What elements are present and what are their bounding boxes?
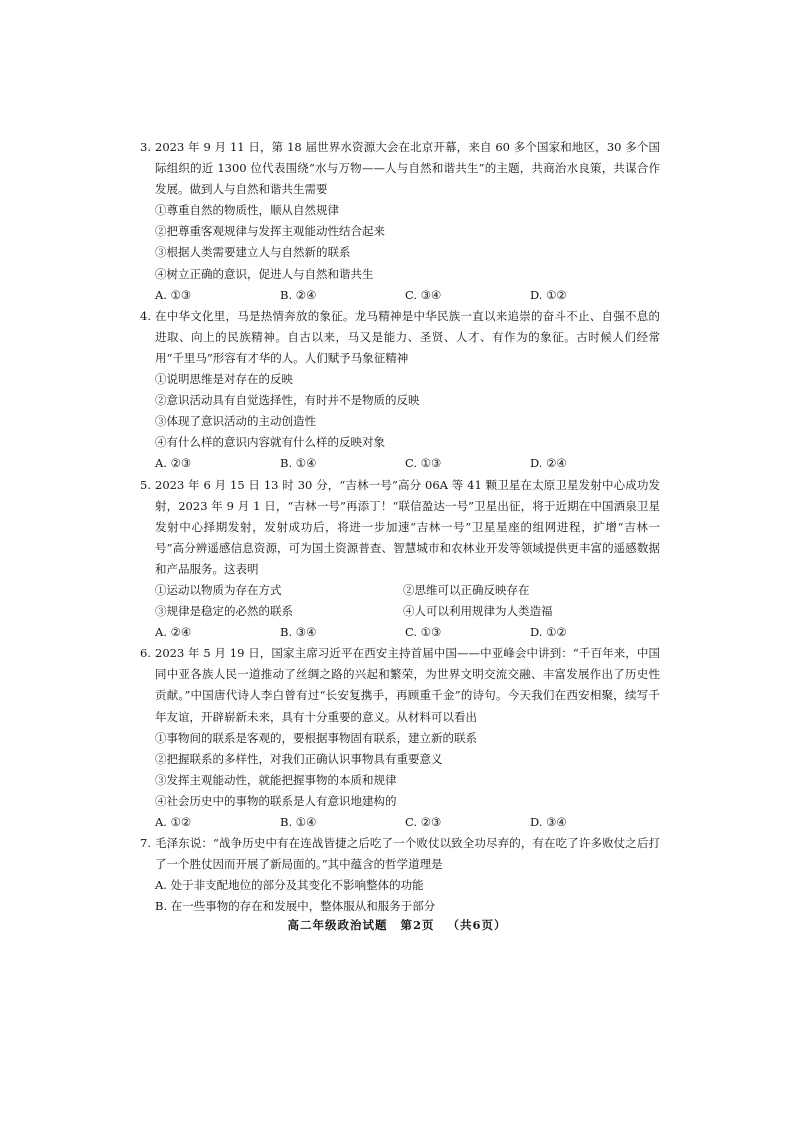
- statement-option: ②思维可以正确反映存在: [403, 582, 530, 597]
- answer-choices: [155, 453, 660, 474]
- question-number: 7.: [140, 836, 151, 851]
- choice-c: C. ①③: [405, 625, 442, 640]
- choice-a: A. ①②: [155, 815, 192, 829]
- question-number: 6.: [140, 646, 151, 661]
- choice-a: A. 处于非支配地位的部分及其变化不影响整体的功能: [155, 878, 424, 893]
- choice-a: A. ②③: [155, 456, 192, 471]
- statement-option: ①事物间的联系是客观的，要根据事物固有联系，建立新的联系: [155, 730, 477, 745]
- exam-title: 高二年级政治试题: [287, 918, 388, 932]
- statement-option: ③发挥主观能动性，就能把握事物的本质和规律: [155, 772, 397, 787]
- choice-b: B. ①④: [280, 815, 317, 829]
- question-4: [140, 306, 660, 475]
- choice-b: B. ③④: [280, 625, 317, 640]
- question-stem: 在中华文化里，马是热情奔放的象征。龙马精神是中华民族一直以来追崇的奋斗不止、自强不息的进取、向上的民族精神。自古以来，马又是能力、圣贤、人才、有作为的象征。古时候人们经常用“千里马”形容有才华的人。人们赋予马象征精神: [155, 308, 660, 365]
- choice-d: D. ②④: [530, 456, 567, 471]
- choice-b: B. ①④: [280, 456, 317, 471]
- statement-option: ②把握联系的多样性，对我们正确认识事物具有重要意义: [155, 751, 443, 766]
- statement-option: ②意识活动具有自觉选择性，有时并不是物质的反映: [155, 393, 420, 408]
- answer-choices: [155, 622, 660, 643]
- question-stem: 2023 年 6 月 15 日 13 时 30 分，“吉林一号”高分 06A 等 41 颗卫星在太原卫星发射中心成功发射，2023 年 9 月 1 日，“吉林一号”再添丁！“联信盈达一号”卫星出征，将于近期在中国酒泉卫星发射中心择期发射，发射成功后，将进一步加速“吉林一号”卫星星座的组网进程，扩增“吉林一号”高分辨遥感信息资源，可为国土资源普查、智慧城市和农林业开发等领域提供更丰富的遥感数据和产品服务。这表明: [155, 477, 660, 576]
- choice-d: D. ③④: [530, 815, 567, 829]
- choice-a: A. ①③: [155, 287, 192, 302]
- question-3: [140, 137, 660, 306]
- statement-option: ①运动以物质为存在方式: [155, 582, 282, 597]
- statement-row: [155, 580, 660, 601]
- statement-option: ③规律是稳定的必然的联系: [155, 604, 293, 619]
- page-footer: [0, 917, 794, 933]
- statement-option: ③体现了意识活动的主动创造性: [155, 414, 316, 429]
- answer-choices: [155, 285, 660, 306]
- statement-option: ③根据人类需要建立人与自然新的联系: [155, 245, 351, 260]
- statement-option: ①尊重自然的物质性，顺从自然规律: [155, 203, 339, 218]
- statement-option: ④有什么样的意识内容就有什么样的反映对象: [155, 435, 385, 450]
- question-number: 3.: [140, 140, 151, 154]
- question-6: [140, 643, 660, 833]
- choice-b: B. ②④: [280, 287, 317, 302]
- choice-b: B. 在一些事物的存在和发展中，整体服从和服务于部分: [155, 899, 436, 914]
- question-5: [140, 475, 660, 644]
- choice-c: C. ③④: [405, 287, 442, 302]
- choice-c: C. ②③: [405, 815, 442, 829]
- question-stem: 2023 年 5 月 19 日，国家主席习近平在西安主持首届中国——中亚峰会中讲到：“千百年来，中国同中亚各族人民一道推动了丝绸之路的兴起和繁荣，为世界文明交流交融、丰富发展作出了历史性贡献。”中国唐代诗人李白曾有过“长安复携手，再顾重千金”的诗句。今天我们在西安相聚，续写千年友谊，开辟崭新未来，具有十分重要的意义。从材料可以看出: [155, 646, 660, 724]
- choice-d: D. ①②: [530, 625, 567, 640]
- choice-d: D. ①②: [530, 287, 567, 302]
- page-total: （共6页）: [447, 918, 507, 932]
- statement-row: [155, 601, 660, 622]
- statement-option: ④人可以利用规律为人类造福: [403, 604, 553, 619]
- question-number: 5.: [140, 477, 151, 492]
- choice-c: C. ①③: [405, 456, 442, 471]
- question-number: 4.: [140, 308, 151, 323]
- question-stem: 2023 年 9 月 11 日，第 18 届世界水资源大会在北京开幕，来自 60 多个国家和地区，30 多个国际组织的近 1300 位代表围绕“水与万物——人与自然和谐共生”的主题，共商治水良策，共谋合作发展。做到人与自然和谐共生需要: [155, 140, 660, 197]
- statement-option: ④社会历史中的事物的联系是人有意识地建构的: [155, 793, 397, 808]
- page-number: 第2页: [400, 918, 435, 932]
- question-stem: 毛泽东说：“战争历史中有在连战皆捷之后吃了一个败仗以致全功尽弃的，有在吃了许多败仗之后打了一个胜仗因而开展了新局面的。”其中蕴含的哲学道理是: [155, 836, 660, 872]
- statement-option: ④树立正确的意识，促进人与自然和谐共生: [155, 266, 374, 281]
- question-7: [140, 833, 660, 917]
- questions-block: [140, 137, 660, 917]
- choice-a: A. ②④: [155, 625, 192, 640]
- statement-option: ②把尊重客观规律与发挥主观能动性结合起来: [155, 224, 385, 239]
- answer-choices: [155, 812, 660, 833]
- statement-option: ①说明思维是对存在的反映: [155, 372, 293, 387]
